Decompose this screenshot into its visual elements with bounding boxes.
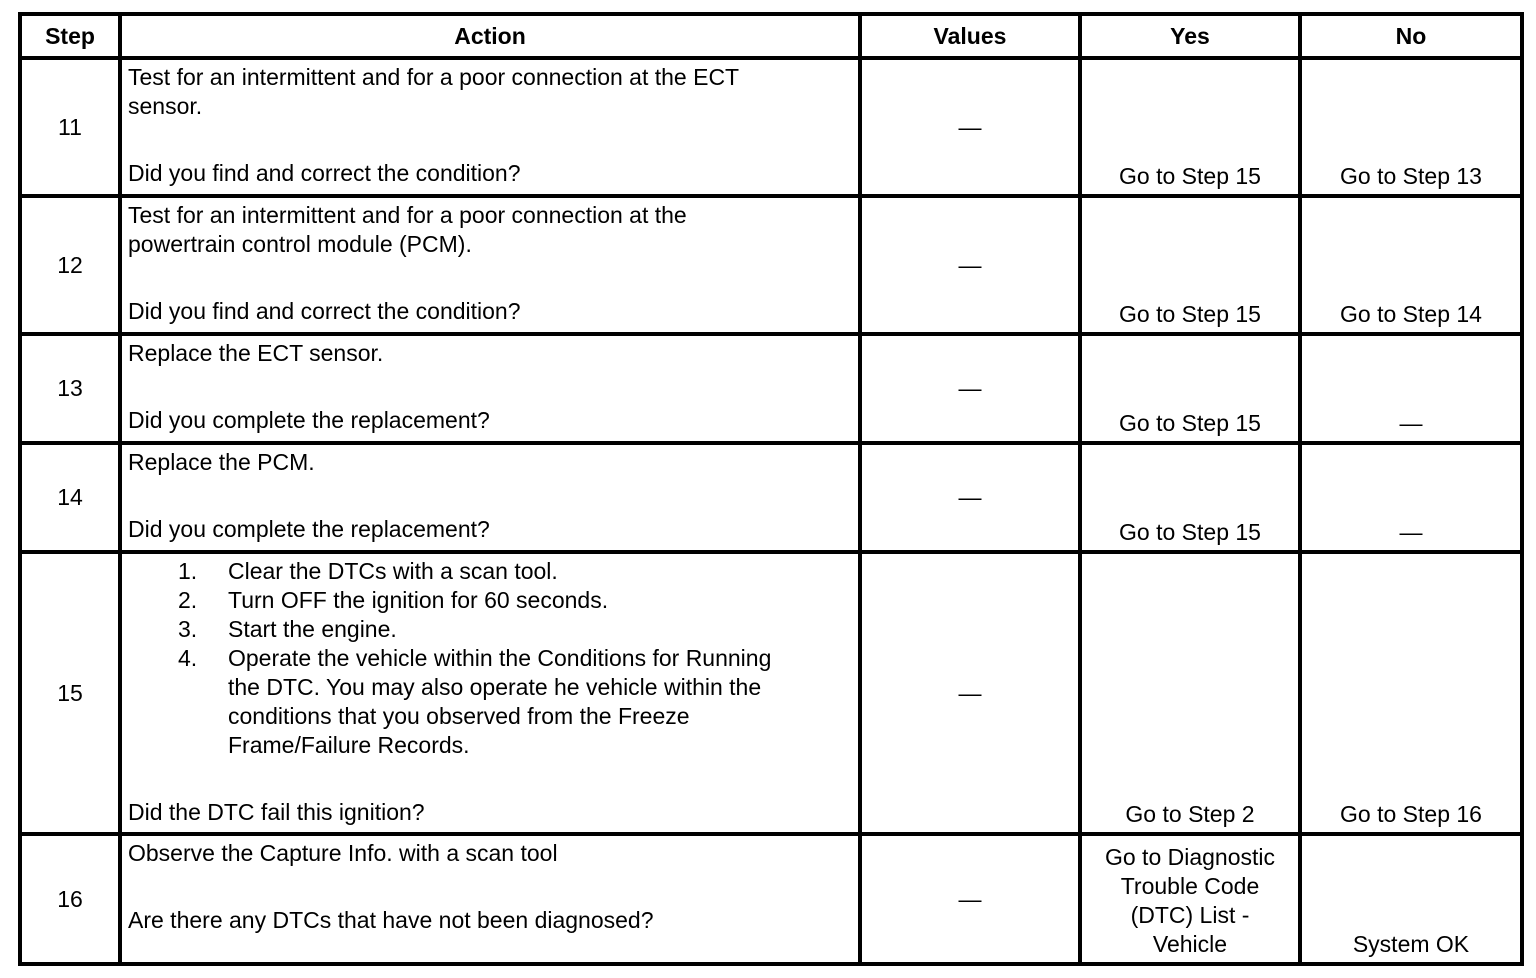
substep-number: 4. <box>178 645 198 671</box>
yes-cell: Go to Step 15 <box>1080 334 1300 443</box>
substep-text: Operate the vehicle within the Conditions for Running <box>228 645 772 671</box>
substep-text: Clear the DTCs with a scan tool. <box>228 558 558 584</box>
header-yes: Yes <box>1080 14 1300 58</box>
table-row <box>20 58 1522 196</box>
action-cell <box>120 58 860 196</box>
values-cell: — <box>860 834 1080 964</box>
step-number: 12 <box>20 196 120 334</box>
yes-cell: Go to Step 15 <box>1080 196 1300 334</box>
yes-text: Go to Diagnostic <box>1104 844 1276 870</box>
substep-text: Start the engine. <box>228 616 397 642</box>
header-step: Step <box>20 14 120 58</box>
table-row <box>20 334 1522 443</box>
action-question: Did you complete the replacement? <box>128 407 490 433</box>
action-text: sensor. <box>128 93 203 119</box>
action-text: Test for an intermittent and for a poor connection at the <box>128 202 687 228</box>
step-number: 13 <box>20 334 120 443</box>
action-cell <box>120 552 860 834</box>
substep-text: Frame/Failure Records. <box>228 732 470 758</box>
no-cell: — <box>1300 443 1522 552</box>
action-text: Test for an intermittent and for a poor connection at the ECT <box>128 64 740 90</box>
no-cell: Go to Step 16 <box>1300 552 1522 834</box>
no-cell: — <box>1300 334 1522 443</box>
header-no: No <box>1300 14 1522 58</box>
action-question: Did the DTC fail this ignition? <box>128 799 425 825</box>
action-cell <box>120 834 860 964</box>
action-cell <box>120 334 860 443</box>
values-cell: — <box>860 552 1080 834</box>
yes-cell: Go to Step 2 <box>1080 552 1300 834</box>
substep-number: 2. <box>178 587 198 613</box>
header-action: Action <box>120 14 860 58</box>
step-number: 16 <box>20 834 120 964</box>
substep-number: 3. <box>178 616 198 642</box>
step-number: 15 <box>20 552 120 834</box>
action-text: Replace the PCM. <box>128 449 315 475</box>
substep-number: 1. <box>178 558 198 584</box>
values-cell: — <box>860 58 1080 196</box>
values-cell: — <box>860 334 1080 443</box>
yes-text: (DTC) List - <box>1130 902 1250 928</box>
substep <box>178 644 852 760</box>
step-number: 11 <box>20 58 120 196</box>
values-cell: — <box>860 443 1080 552</box>
no-cell: System OK <box>1300 834 1522 964</box>
action-text: Replace the ECT sensor. <box>128 340 384 366</box>
action-cell <box>120 443 860 552</box>
diagnostic-table <box>18 12 1524 966</box>
table-row <box>20 834 1522 964</box>
yes-cell <box>1080 834 1300 964</box>
substep <box>178 586 852 615</box>
table-row <box>20 196 1522 334</box>
no-cell: Go to Step 13 <box>1300 58 1522 196</box>
action-text: Observe the Capture Info. with a scan tool <box>128 840 558 866</box>
substep-text: the DTC. You may also operate he vehicle within the <box>228 674 762 700</box>
substep-text: Turn OFF the ignition for 60 seconds. <box>228 587 609 613</box>
action-text: powertrain control module (PCM). <box>128 231 472 257</box>
substep-text: conditions that you observed from the Freeze <box>228 703 690 729</box>
yes-cell: Go to Step 15 <box>1080 443 1300 552</box>
table-row <box>20 552 1522 834</box>
action-question: Are there any DTCs that have not been diagnosed? <box>128 907 654 933</box>
step-number: 14 <box>20 443 120 552</box>
action-cell <box>120 196 860 334</box>
substep-list <box>128 557 852 760</box>
yes-cell: Go to Step 15 <box>1080 58 1300 196</box>
action-question: Did you find and correct the condition? <box>128 298 521 324</box>
values-cell: — <box>860 196 1080 334</box>
action-question: Did you find and correct the condition? <box>128 160 521 186</box>
no-cell: Go to Step 14 <box>1300 196 1522 334</box>
yes-text: Trouble Code <box>1120 873 1260 899</box>
yes-text: Vehicle <box>1152 931 1228 957</box>
substep <box>178 557 852 586</box>
header-values: Values <box>860 14 1080 58</box>
table-row <box>20 443 1522 552</box>
substep <box>178 615 852 644</box>
action-question: Did you complete the replacement? <box>128 516 490 542</box>
header-row <box>20 14 1522 58</box>
